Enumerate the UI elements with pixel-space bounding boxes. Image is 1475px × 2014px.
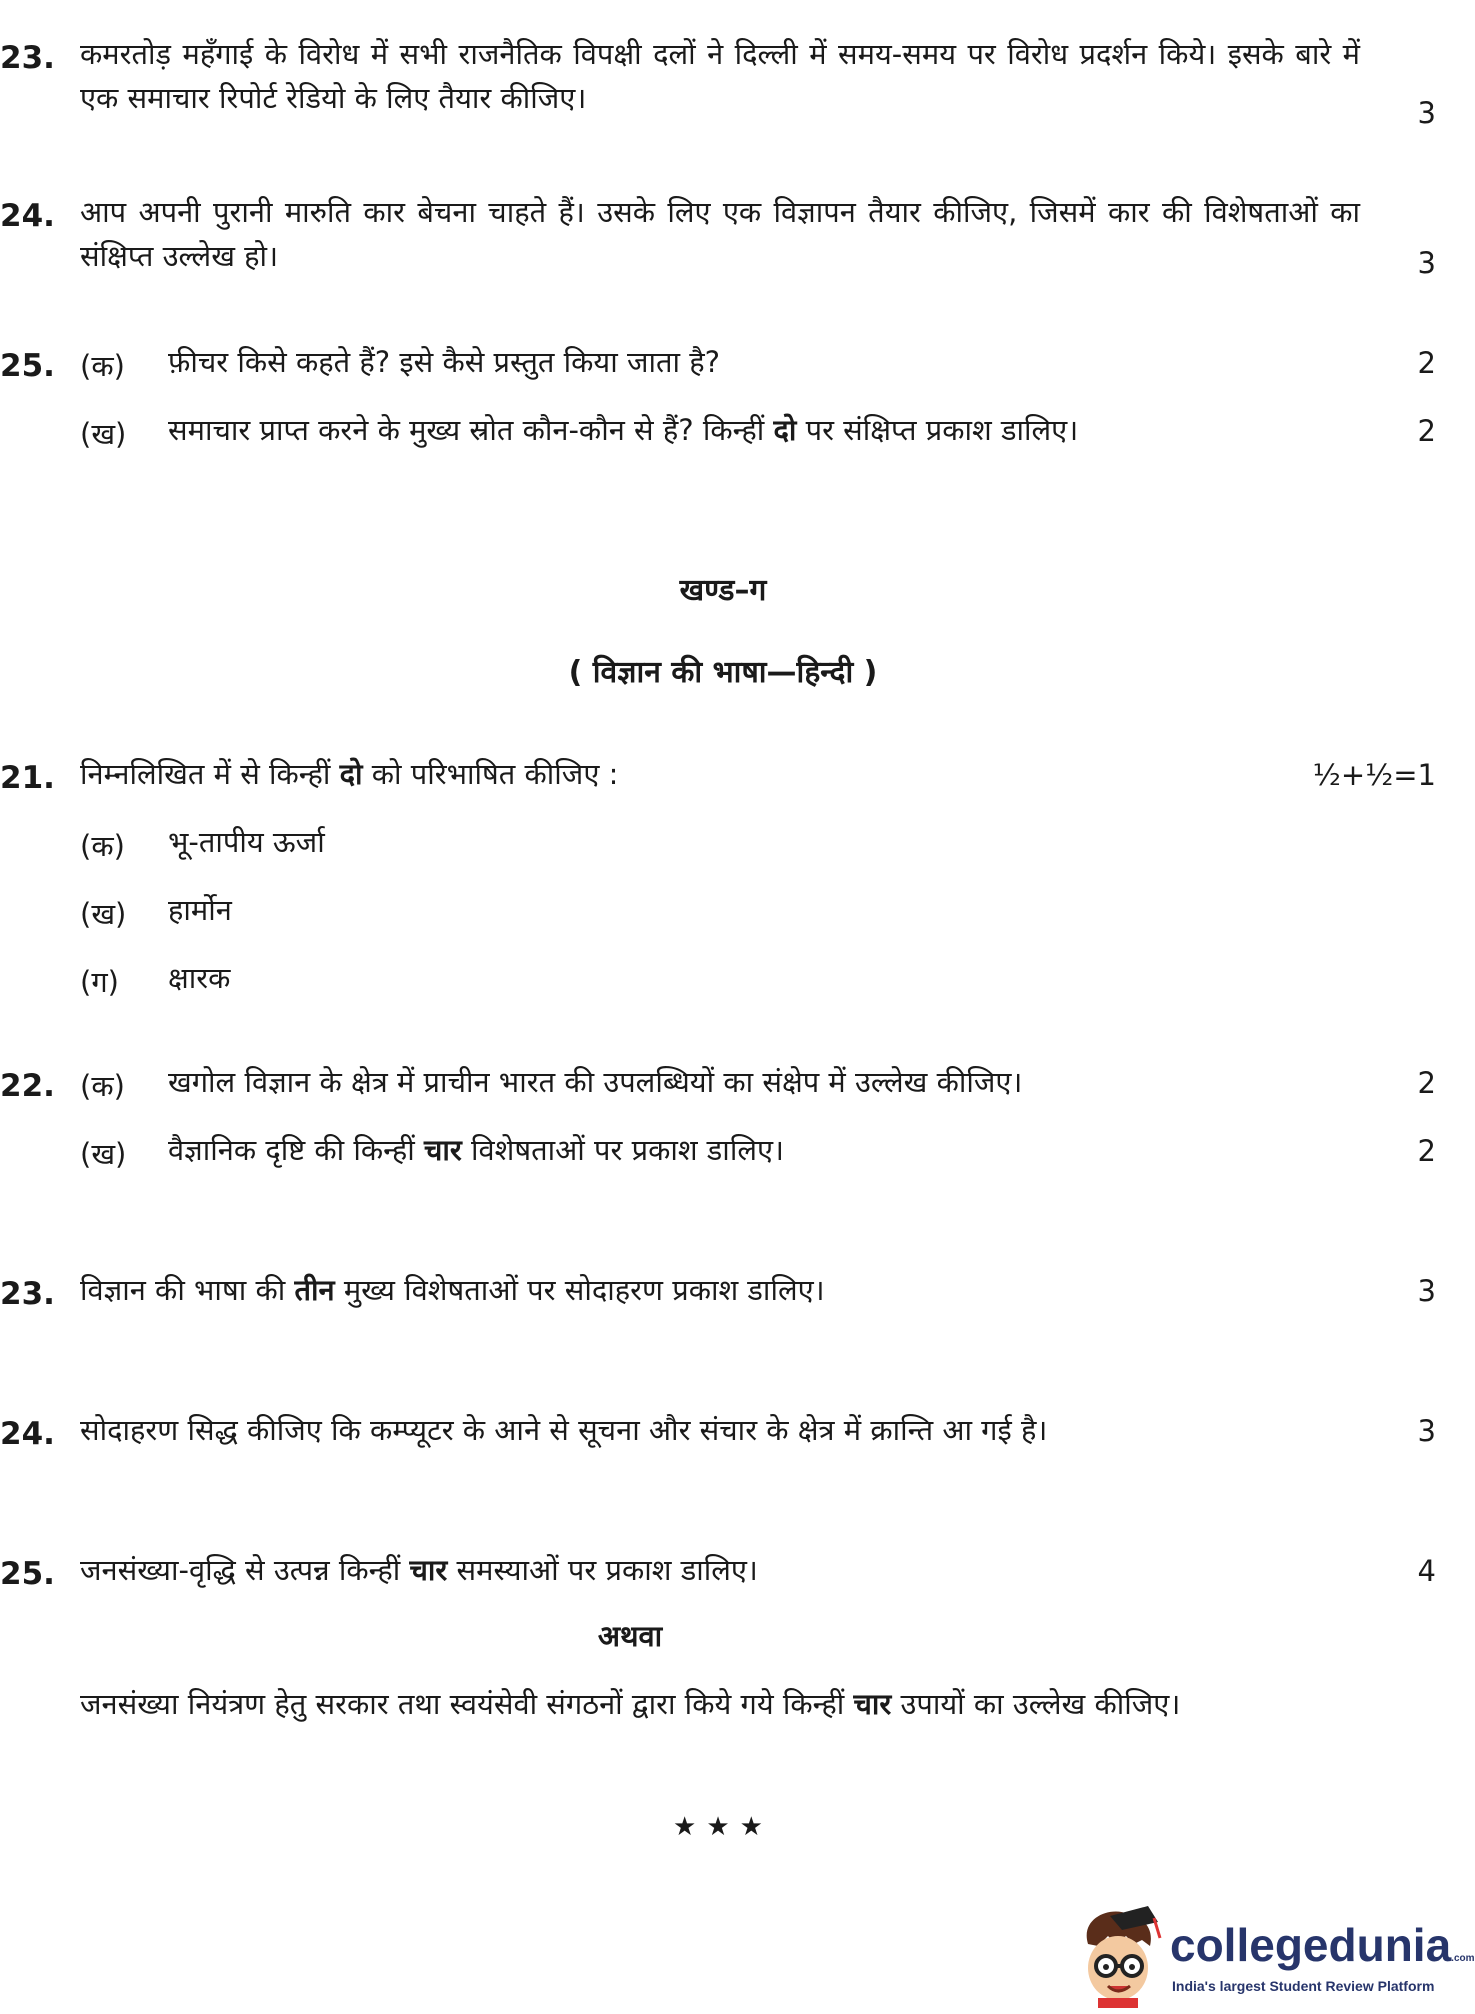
question-marks: 3	[1417, 1414, 1436, 1448]
question-text: कमरतोड़ महँगाई के विरोध में सभी राजनैतिक विपक्षी दलों ने दिल्ली में समय-समय पर विरोध प्रदर्शन किये। इसके बारे में एक समाचार रिपोर्ट रेडियो के लिए तैयार कीजिए।	[80, 37, 1360, 115]
subpart-label: (क)	[80, 349, 125, 383]
logo-wordmark: collegedunia	[1170, 1919, 1452, 1971]
subpart-label: (ख)	[80, 1137, 127, 1171]
subpart-text: समाचार प्राप्त करने के मुख्य स्रोत कौन-कौन से हैं? किन्हीं दो पर संक्षिप्त प्रकाश डालिए।	[168, 413, 1079, 447]
section-heading: खण्ड–ग	[679, 573, 767, 608]
question-marks: 2	[1417, 1066, 1436, 1100]
question-marks: 2	[1417, 1134, 1436, 1168]
subpart-label: (ख)	[80, 417, 127, 451]
subpart-label: (ग)	[80, 965, 119, 999]
subpart-label: (क)	[80, 1069, 125, 1103]
subpart-text: भू-तापीय ऊर्जा	[168, 825, 325, 859]
subpart-text: हार्मोन	[168, 893, 232, 927]
question-marks: 4	[1417, 1554, 1436, 1588]
subpart-text: खगोल विज्ञान के क्षेत्र में प्राचीन भारत की उपलब्धियों का संक्षेप में उल्लेख कीजिए।	[168, 1065, 1023, 1099]
question-text: सोदाहरण सिद्ध कीजिए कि कम्प्यूटर के आने से सूचना और संचार के क्षेत्र में क्रान्ति आ गई है।	[80, 1413, 1048, 1447]
question-text: आप अपनी पुरानी मारुति कार बेचना चाहते हैं। उसके लिए एक विज्ञापन तैयार कीजिए, जिसमें कार की विशेषताओं का संक्षिप्त उल्लेख हो।	[80, 195, 1360, 273]
question-number: 25.	[0, 348, 55, 384]
question-number: 24.	[0, 1416, 55, 1452]
question-text: जनसंख्या-वृद्धि से उत्पन्न किन्हीं चार समस्याओं पर प्रकाश डालिए।	[80, 1553, 758, 1587]
question-marks: ½+½=1	[1312, 758, 1436, 792]
subpart-label: (क)	[80, 829, 125, 863]
logo-suffix: .com	[1451, 1953, 1475, 1964]
question-marks: 3	[1417, 246, 1436, 280]
question-number: 23.	[0, 40, 55, 76]
section-subheading: ( विज्ञान की भाषा—हिन्दी )	[568, 655, 878, 690]
question-number: 24.	[0, 198, 55, 234]
subpart-text: फ़ीचर किसे कहते हैं? इसे कैसे प्रस्तुत किया जाता है?	[168, 345, 721, 379]
end-of-paper-stars: ★★★	[673, 1812, 773, 1842]
alternative-question-text: जनसंख्या नियंत्रण हेतु सरकार तथा स्वयंसेवी संगठनों द्वारा किये गये किन्हीं चार उपायों का उल्लेख कीजिए।	[80, 1687, 1181, 1721]
collegedunia-logo	[1070, 1900, 1475, 2014]
question-marks: 3	[1417, 1274, 1436, 1308]
question-text: विज्ञान की भाषा की तीन मुख्य विशेषताओं पर सोदाहरण प्रकाश डालिए।	[80, 1273, 825, 1307]
question-number: 25.	[0, 1556, 55, 1592]
subpart-label: (ख)	[80, 897, 127, 931]
or-label: अथवा	[597, 1619, 663, 1653]
logo-tagline: India's largest Student Review Platform	[1172, 1978, 1435, 1994]
question-number: 21.	[0, 760, 55, 796]
question-number: 23.	[0, 1276, 55, 1312]
question-marks: 2	[1417, 346, 1436, 380]
question-marks: 3	[1417, 96, 1436, 130]
question-text: निम्नलिखित में से किन्हीं दो को परिभाषित कीजिए :	[80, 757, 619, 791]
question-marks: 2	[1417, 414, 1436, 448]
question-number: 22.	[0, 1068, 55, 1104]
mascot-icon	[1070, 1904, 1166, 2008]
subpart-text: क्षारक	[168, 961, 231, 995]
subpart-text: वैज्ञानिक दृष्टि की किन्हीं चार विशेषताओं पर प्रकाश डालिए।	[168, 1133, 785, 1167]
